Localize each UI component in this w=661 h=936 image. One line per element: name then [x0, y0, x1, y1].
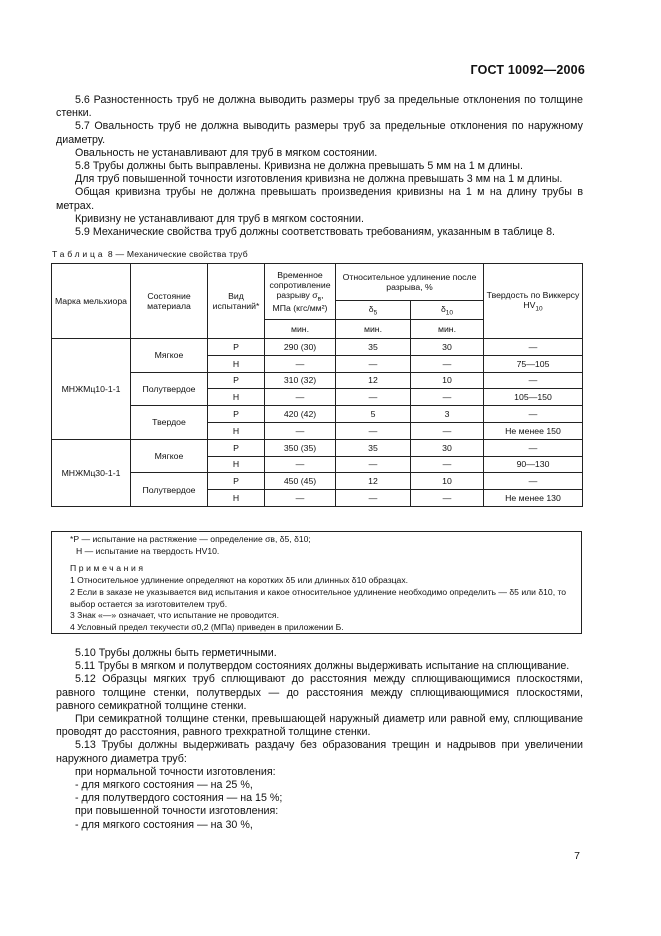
cell-d5: 12: [336, 473, 411, 490]
paragraph: 5.7 Овальность труб не должна выводить размеры труб за предельные отклонения по наружному диаметру.: [56, 120, 583, 146]
cell-condition: Мягкое: [131, 439, 208, 473]
note: 1 Относительное удлинение определяют на коротких δ5 или длинных δ10 образцах.: [70, 575, 409, 586]
header-elongation: Относительное удлинение после разрыва, %: [336, 264, 484, 301]
header-grade: Марка мельхиора: [52, 264, 131, 339]
paragraph: 5.8 Трубы должны быть выправлены. Кривизна не должна превышать 5 мм на 1 м длины.: [75, 160, 523, 173]
cell-test-type: Р: [208, 473, 265, 490]
cell-strength: 290 (30): [265, 339, 336, 356]
table-caption-title: 8 — Механические свойства труб: [107, 249, 248, 259]
cell-d5: 12: [336, 372, 411, 389]
cell-grade: МНЖМц10-1-1: [52, 339, 131, 440]
header-condition: Состояние материала: [131, 264, 208, 339]
cell-d5: —: [336, 355, 411, 372]
cell-condition: Полутвердое: [131, 473, 208, 507]
cell-d10: —: [411, 389, 484, 406]
header-hardness-label: Твердость по Виккерсу HV: [486, 289, 580, 310]
header-min-d5: мин.: [336, 320, 411, 339]
cell-strength: 420 (42): [265, 406, 336, 423]
cell-hardness: 105—150: [484, 389, 583, 406]
cell-strength: —: [265, 422, 336, 439]
header-d10-symbol: δ: [440, 303, 446, 314]
table-notes: [51, 531, 582, 634]
cell-test-type: Н: [208, 422, 265, 439]
cell-strength: 310 (32): [265, 372, 336, 389]
note: 2 Если в заказе не указывается вид испытания и какое относительное удлинение необходимо определить — δ5 или δ10, то выбор остается за изготовителем труб.: [70, 586, 567, 609]
list-intro: при нормальной точности изготовления:: [75, 765, 276, 778]
cell-d10: 10: [411, 372, 484, 389]
mechanical-properties-table: [51, 263, 583, 507]
cell-d5: 35: [336, 339, 411, 356]
header-strength-units: , МПа (кгс/мм²): [272, 290, 328, 313]
cell-d5: —: [336, 456, 411, 473]
cell-hardness: 75—105: [484, 355, 583, 372]
table-row: [52, 372, 583, 389]
header-strength: [265, 264, 336, 320]
paragraph: При семикратной толщине стенки, превышающей наружный диаметр или равной ему, сплющивание проводят до расстояния, равного трехкратной толщине стенки.: [56, 713, 583, 739]
list-item: - для мягкого состояния — на 25 %,: [75, 779, 253, 792]
table-row: [52, 339, 583, 356]
paragraph: 5.6 Разностенность труб не должна выводить размеры труб за предельные отклонения по толщине стенки.: [56, 94, 583, 120]
cell-d5: —: [336, 490, 411, 507]
paragraph: 5.10 Трубы должны быть герметичными.: [75, 647, 277, 659]
header-min-d10: мин.: [411, 320, 484, 339]
top-text-block: [56, 94, 583, 239]
document-number: ГОСТ 10092—2006: [470, 63, 585, 77]
paragraph: Общая кривизна трубы не должна превышать произведения кривизны на 1 м на длину трубы в метрах.: [56, 186, 583, 212]
cell-test-type: Н: [208, 456, 265, 473]
table-caption: [52, 249, 248, 259]
bottom-text-block: [56, 647, 583, 832]
cell-d10: 30: [411, 439, 484, 456]
cell-strength: 450 (45): [265, 473, 336, 490]
paragraph: 5.12 Образцы мягких труб сплющивают до расстояния между сплющивающимися плоскостями, равного толщине стенки, полутвердых — до расстояния между сплющивающимися плоскостями, равного семикратной толщине стенки.: [56, 673, 583, 712]
cell-hardness: 90—130: [484, 456, 583, 473]
cell-d5: 35: [336, 439, 411, 456]
cell-condition: Полутвердое: [131, 372, 208, 406]
cell-test-type: Р: [208, 439, 265, 456]
cell-hardness: Не менее 150: [484, 422, 583, 439]
note: 4 Условный предел текучести σ0,2 (МПа) приведен в приложении Б.: [70, 621, 344, 632]
note: 3 Знак «—» означает, что испытание не проводится.: [70, 610, 279, 621]
paragraph: 5.9 Механические свойства труб должны соответствовать требованиям, указанным в таблице 8.: [75, 226, 556, 239]
cell-d10: —: [411, 355, 484, 372]
header-min-strength: мин.: [265, 320, 336, 339]
cell-test-type: Н: [208, 389, 265, 406]
cell-hardness: —: [484, 372, 583, 389]
cell-test-type: Н: [208, 490, 265, 507]
page-number: 7: [574, 850, 580, 862]
cell-test-type: Р: [208, 372, 265, 389]
cell-strength: 350 (35): [265, 439, 336, 456]
cell-hardness: —: [484, 406, 583, 423]
cell-hardness: —: [484, 439, 583, 456]
list-intro: при повышенной точности изготовления:: [75, 805, 279, 818]
header-d10-sub: 10: [445, 309, 454, 317]
header-hardness: [484, 264, 583, 339]
cell-test-type: Н: [208, 355, 265, 372]
paragraph: 5.11 Трубы в мягком и полутвердом состояниях должны выдерживать испытание на сплющивание.: [75, 660, 570, 673]
cell-grade: МНЖМц30-1-1: [52, 439, 131, 506]
footnote: Н — испытание на твердость HV10.: [76, 545, 220, 556]
table-row: [52, 473, 583, 490]
cell-d10: 30: [411, 339, 484, 356]
header-d5: [336, 301, 411, 320]
header-d5-sub: 5: [373, 309, 378, 317]
cell-d10: —: [411, 490, 484, 507]
cell-strength: —: [265, 490, 336, 507]
cell-d10: —: [411, 456, 484, 473]
cell-d10: 10: [411, 473, 484, 490]
cell-condition: Мягкое: [131, 339, 208, 373]
cell-strength: —: [265, 355, 336, 372]
list-item: - для полутвердого состояния — на 15 %;: [75, 792, 283, 805]
table-row: [52, 439, 583, 456]
header-d5-symbol: δ: [368, 303, 374, 314]
paragraph: Кривизну не устанавливают для труб в мягком состоянии.: [75, 212, 364, 225]
paragraph: Овальность не устанавливают для труб в мягком состоянии.: [75, 146, 378, 159]
header-hardness-sub: 10: [535, 305, 543, 313]
cell-condition: Твердое: [131, 406, 208, 440]
cell-test-type: Р: [208, 406, 265, 423]
cell-hardness: —: [484, 473, 583, 490]
paragraph: Для труб повышенной точности изготовления кривизна не должна превышать 3 мм на 1 м длины.: [75, 173, 563, 186]
cell-d10: —: [411, 422, 484, 439]
notes-title: Примечания: [70, 563, 146, 574]
header-strength-label: Временное сопротивление разрыву σ: [269, 270, 331, 301]
cell-test-type: Р: [208, 339, 265, 356]
cell-d10: 3: [411, 406, 484, 423]
cell-hardness: Не менее 130: [484, 490, 583, 507]
cell-d5: —: [336, 422, 411, 439]
header-strength-sub: в: [317, 295, 322, 303]
footnote: *Р — испытание на растяжение — определение σв, δ5, δ10;: [70, 534, 311, 544]
header-test-type: Вид испытаний*: [208, 264, 265, 339]
cell-d5: —: [336, 389, 411, 406]
cell-d5: 5: [336, 406, 411, 423]
list-item: - для мягкого состояния — на 30 %,: [75, 818, 253, 831]
table-row: [52, 406, 583, 423]
cell-hardness: —: [484, 339, 583, 356]
cell-strength: —: [265, 456, 336, 473]
header-d10: [411, 301, 484, 320]
table-caption-prefix: Таблица: [52, 249, 106, 259]
paragraph: 5.13 Трубы должны выдерживать раздачу без образования трещин и надрывов при увеличении наружного диаметра труб:: [56, 739, 583, 765]
cell-strength: —: [265, 389, 336, 406]
